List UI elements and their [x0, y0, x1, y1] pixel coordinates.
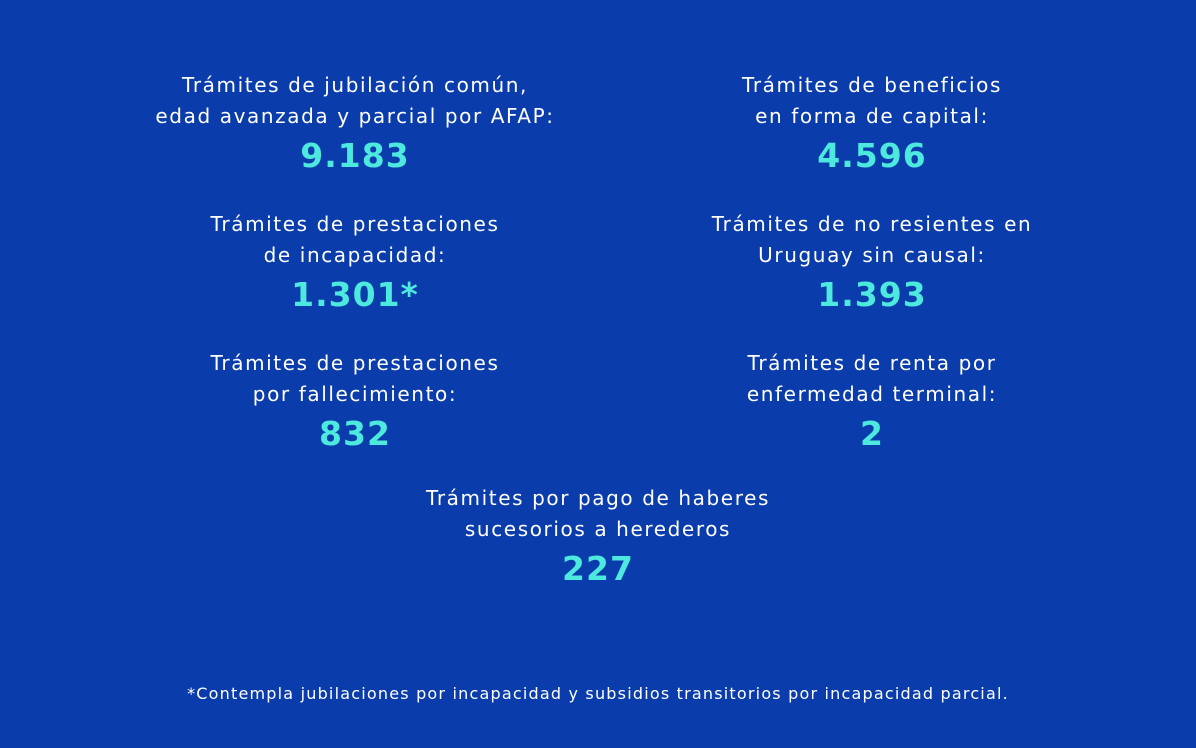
stat-label [612, 70, 1132, 132]
stat-label-line: de incapacidad: [263, 243, 447, 267]
stat-value: 832 [319, 414, 391, 453]
stat-label [338, 483, 858, 545]
stat-value: 1.393 [817, 275, 927, 314]
stat-prestaciones-incapacidad [95, 209, 615, 315]
stat-label [95, 70, 615, 132]
stat-beneficios-capital [612, 70, 1132, 176]
stat-renta-enfermedad-terminal [612, 348, 1132, 454]
stat-label-line: Trámites de renta por [747, 351, 997, 375]
stat-label [612, 348, 1132, 410]
stat-label-line: Uruguay sin causal: [758, 243, 986, 267]
stat-value: 1.301* [291, 275, 419, 314]
stat-prestaciones-fallecimiento [95, 348, 615, 454]
stat-label-line: Trámites de prestaciones [210, 351, 500, 375]
stat-label [95, 209, 615, 271]
stat-jubilacion-comun [95, 70, 615, 176]
stat-label-line: Trámites de prestaciones [210, 212, 500, 236]
stat-value: 227 [562, 549, 634, 588]
stat-value: 9.183 [300, 136, 410, 175]
stat-label-line: enfermedad terminal: [746, 382, 998, 406]
stat-label-line: Trámites por pago de haberes [425, 486, 771, 510]
stat-label-line: Trámites de beneficios [741, 73, 1003, 97]
stat-label-line: edad avanzada y parcial por AFAP: [155, 104, 555, 128]
stat-haberes-sucesorios [338, 483, 858, 589]
stat-label-line: Trámites de no resientes en [711, 212, 1033, 236]
stat-label-line: por fallecimiento: [252, 382, 458, 406]
footnote: *Contempla jubilaciones por incapacidad y subsidios transitorios por incapacidad parcial. [187, 684, 1009, 703]
stat-value: 4.596 [817, 136, 927, 175]
stat-value: 2 [860, 414, 884, 453]
stat-label [95, 348, 615, 410]
stat-no-residentes [612, 209, 1132, 315]
stat-label-line: en forma de capital: [755, 104, 989, 128]
stat-label-line: sucesorios a herederos [464, 517, 732, 541]
stat-label [612, 209, 1132, 271]
stat-label-line: Trámites de jubilación común, [181, 73, 529, 97]
